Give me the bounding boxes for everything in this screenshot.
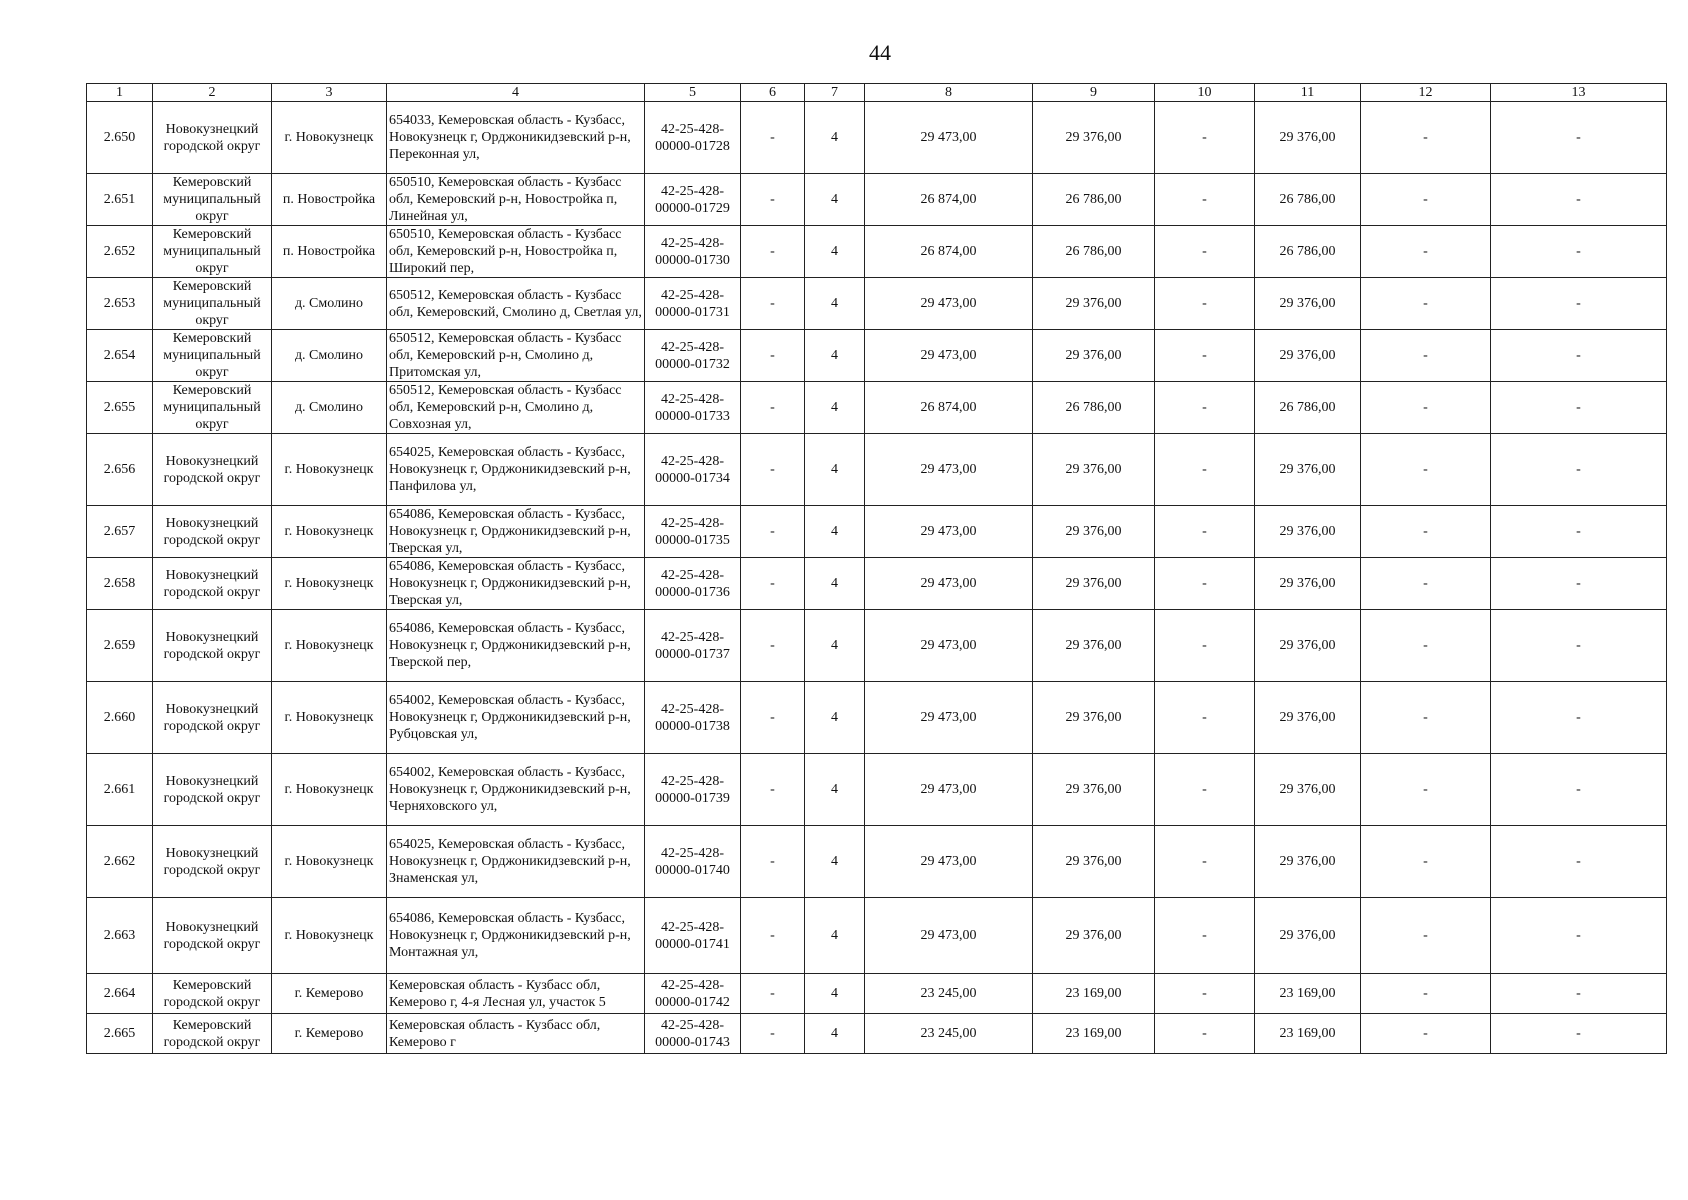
code-cell: 42-25-428-00000-01736 — [645, 558, 741, 610]
address-cell: 654002, Кемеровская область - Кузбасс, Новокузнецк г, Орджоникидзевский р-н, Рубцовская ул, — [387, 682, 645, 754]
settlement-cell: г. Новокузнецк — [272, 558, 387, 610]
col7-cell: 4 — [805, 754, 865, 826]
col13-cell: - — [1491, 506, 1667, 558]
settlement-cell: г. Кемерово — [272, 974, 387, 1014]
page-number: 44 — [869, 40, 891, 65]
price-col9-cell: 23 169,00 — [1033, 1014, 1155, 1054]
row-number-cell: 2.662 — [87, 826, 153, 898]
price-col8-cell: 26 874,00 — [865, 226, 1033, 278]
price-col8-cell: 29 473,00 — [865, 754, 1033, 826]
table-row — [87, 102, 1667, 174]
price-col8-cell: 29 473,00 — [865, 682, 1033, 754]
col7-cell: 4 — [805, 974, 865, 1014]
col12-cell: - — [1361, 682, 1491, 754]
price-col11-cell: 23 169,00 — [1255, 974, 1361, 1014]
row-number-cell: 2.653 — [87, 278, 153, 330]
table-row — [87, 1014, 1667, 1054]
col13-cell: - — [1491, 1014, 1667, 1054]
col10-cell: - — [1155, 610, 1255, 682]
col13-cell: - — [1491, 682, 1667, 754]
col7-cell: 4 — [805, 102, 865, 174]
column-header: 7 — [805, 84, 865, 102]
price-col9-cell: 29 376,00 — [1033, 826, 1155, 898]
price-col8-cell: 29 473,00 — [865, 826, 1033, 898]
address-cell: 650512, Кемеровская область - Кузбасс обл, Кемеровский, Смолино д, Светлая ул, — [387, 278, 645, 330]
col7-cell: 4 — [805, 1014, 865, 1054]
row-number-cell: 2.655 — [87, 382, 153, 434]
price-col8-cell: 29 473,00 — [865, 102, 1033, 174]
price-col9-cell: 29 376,00 — [1033, 558, 1155, 610]
municipality-cell: Кемеровский городской округ — [153, 1014, 272, 1054]
column-header: 3 — [272, 84, 387, 102]
col13-cell: - — [1491, 434, 1667, 506]
registry-table — [86, 83, 1667, 1054]
settlement-cell: г. Новокузнецк — [272, 610, 387, 682]
table-row — [87, 174, 1667, 226]
price-col9-cell: 29 376,00 — [1033, 898, 1155, 974]
col13-cell: - — [1491, 330, 1667, 382]
col6-cell: - — [741, 278, 805, 330]
row-number-cell: 2.659 — [87, 610, 153, 682]
table-row — [87, 682, 1667, 754]
col12-cell: - — [1361, 434, 1491, 506]
table-row — [87, 898, 1667, 974]
price-col11-cell: 29 376,00 — [1255, 102, 1361, 174]
row-number-cell: 2.652 — [87, 226, 153, 278]
row-number-cell: 2.663 — [87, 898, 153, 974]
address-cell: 654025, Кемеровская область - Кузбасс, Новокузнецк г, Орджоникидзевский р-н, Панфилова ул, — [387, 434, 645, 506]
column-header: 9 — [1033, 84, 1155, 102]
column-header: 2 — [153, 84, 272, 102]
col13-cell: - — [1491, 102, 1667, 174]
col10-cell: - — [1155, 278, 1255, 330]
column-header: 10 — [1155, 84, 1255, 102]
col12-cell: - — [1361, 974, 1491, 1014]
settlement-cell: д. Смолино — [272, 382, 387, 434]
address-cell: 654086, Кемеровская область - Кузбасс, Новокузнецк г, Орджоникидзевский р-н, Тверской пер, — [387, 610, 645, 682]
municipality-cell: Кемеровский муниципальный округ — [153, 174, 272, 226]
col13-cell: - — [1491, 974, 1667, 1014]
col6-cell: - — [741, 102, 805, 174]
code-cell: 42-25-428-00000-01730 — [645, 226, 741, 278]
col13-cell: - — [1491, 226, 1667, 278]
table-row — [87, 558, 1667, 610]
price-col11-cell: 26 786,00 — [1255, 226, 1361, 278]
col12-cell: - — [1361, 1014, 1491, 1054]
row-number-cell: 2.657 — [87, 506, 153, 558]
municipality-cell: Новокузнецкий городской округ — [153, 558, 272, 610]
price-col9-cell: 26 786,00 — [1033, 174, 1155, 226]
municipality-cell: Новокузнецкий городской округ — [153, 682, 272, 754]
col6-cell: - — [741, 506, 805, 558]
table-body — [87, 102, 1667, 1054]
code-cell: 42-25-428-00000-01743 — [645, 1014, 741, 1054]
col13-cell: - — [1491, 174, 1667, 226]
code-cell: 42-25-428-00000-01733 — [645, 382, 741, 434]
col6-cell: - — [741, 330, 805, 382]
address-cell: 650512, Кемеровская область - Кузбасс обл, Кемеровский р-н, Смолино д, Совхозная ул, — [387, 382, 645, 434]
row-number-cell: 2.654 — [87, 330, 153, 382]
col6-cell: - — [741, 1014, 805, 1054]
table-row — [87, 974, 1667, 1014]
municipality-cell: Новокузнецкий городской округ — [153, 610, 272, 682]
settlement-cell: д. Смолино — [272, 330, 387, 382]
address-cell: 650510, Кемеровская область - Кузбасс обл, Кемеровский р-н, Новостройка п, Широкий пер, — [387, 226, 645, 278]
row-number-cell: 2.664 — [87, 974, 153, 1014]
code-cell: 42-25-428-00000-01734 — [645, 434, 741, 506]
column-header: 8 — [865, 84, 1033, 102]
price-col8-cell: 29 473,00 — [865, 330, 1033, 382]
settlement-cell: г. Новокузнецк — [272, 826, 387, 898]
col12-cell: - — [1361, 754, 1491, 826]
col10-cell: - — [1155, 226, 1255, 278]
code-cell: 42-25-428-00000-01742 — [645, 974, 741, 1014]
code-cell: 42-25-428-00000-01739 — [645, 754, 741, 826]
col7-cell: 4 — [805, 610, 865, 682]
municipality-cell: Кемеровский муниципальный округ — [153, 382, 272, 434]
col7-cell: 4 — [805, 898, 865, 974]
municipality-cell: Кемеровский городской округ — [153, 974, 272, 1014]
column-header: 4 — [387, 84, 645, 102]
price-col8-cell: 29 473,00 — [865, 898, 1033, 974]
settlement-cell: п. Новостройка — [272, 226, 387, 278]
col12-cell: - — [1361, 826, 1491, 898]
col10-cell: - — [1155, 682, 1255, 754]
price-col8-cell: 29 473,00 — [865, 278, 1033, 330]
table-row — [87, 506, 1667, 558]
code-cell: 42-25-428-00000-01741 — [645, 898, 741, 974]
col7-cell: 4 — [805, 558, 865, 610]
address-cell: 654033, Кемеровская область - Кузбасс, Новокузнецк г, Орджоникидзевский р-н, Переконная ул, — [387, 102, 645, 174]
address-cell: 654086, Кемеровская область - Кузбасс, Новокузнецк г, Орджоникидзевский р-н, Тверская ул, — [387, 558, 645, 610]
table-row — [87, 226, 1667, 278]
col7-cell: 4 — [805, 682, 865, 754]
price-col8-cell: 26 874,00 — [865, 382, 1033, 434]
col6-cell: - — [741, 434, 805, 506]
price-col9-cell: 23 169,00 — [1033, 974, 1155, 1014]
price-col9-cell: 29 376,00 — [1033, 330, 1155, 382]
price-col8-cell: 29 473,00 — [865, 506, 1033, 558]
col7-cell: 4 — [805, 434, 865, 506]
settlement-cell: п. Новостройка — [272, 174, 387, 226]
column-header: 5 — [645, 84, 741, 102]
municipality-cell: Новокузнецкий городской округ — [153, 434, 272, 506]
col12-cell: - — [1361, 226, 1491, 278]
col12-cell: - — [1361, 330, 1491, 382]
address-cell: 650512, Кемеровская область - Кузбасс обл, Кемеровский р-н, Смолино д, Притомская ул, — [387, 330, 645, 382]
settlement-cell: г. Новокузнецк — [272, 754, 387, 826]
col6-cell: - — [741, 382, 805, 434]
col12-cell: - — [1361, 382, 1491, 434]
code-cell: 42-25-428-00000-01728 — [645, 102, 741, 174]
price-col9-cell: 26 786,00 — [1033, 382, 1155, 434]
price-col9-cell: 29 376,00 — [1033, 278, 1155, 330]
col6-cell: - — [741, 826, 805, 898]
price-col11-cell: 29 376,00 — [1255, 558, 1361, 610]
table-row — [87, 754, 1667, 826]
municipality-cell: Новокузнецкий городской округ — [153, 826, 272, 898]
address-cell: 650510, Кемеровская область - Кузбасс обл, Кемеровский р-н, Новостройка п, Линейная ул, — [387, 174, 645, 226]
price-col9-cell: 29 376,00 — [1033, 610, 1155, 682]
row-number-cell: 2.656 — [87, 434, 153, 506]
col6-cell: - — [741, 898, 805, 974]
price-col11-cell: 29 376,00 — [1255, 434, 1361, 506]
price-col8-cell: 29 473,00 — [865, 610, 1033, 682]
col6-cell: - — [741, 174, 805, 226]
col12-cell: - — [1361, 102, 1491, 174]
row-number-cell: 2.658 — [87, 558, 153, 610]
address-cell: 654002, Кемеровская область - Кузбасс, Новокузнецк г, Орджоникидзевский р-н, Черняховского ул, — [387, 754, 645, 826]
col13-cell: - — [1491, 826, 1667, 898]
col13-cell: - — [1491, 898, 1667, 974]
col12-cell: - — [1361, 278, 1491, 330]
col12-cell: - — [1361, 506, 1491, 558]
col10-cell: - — [1155, 506, 1255, 558]
table-row — [87, 826, 1667, 898]
col6-cell: - — [741, 610, 805, 682]
settlement-cell: г. Новокузнецк — [272, 102, 387, 174]
table-row — [87, 382, 1667, 434]
col7-cell: 4 — [805, 278, 865, 330]
municipality-cell: Новокузнецкий городской округ — [153, 506, 272, 558]
col12-cell: - — [1361, 898, 1491, 974]
price-col9-cell: 29 376,00 — [1033, 102, 1155, 174]
settlement-cell: г. Кемерово — [272, 1014, 387, 1054]
col7-cell: 4 — [805, 826, 865, 898]
column-header: 13 — [1491, 84, 1667, 102]
settlement-cell: д. Смолино — [272, 278, 387, 330]
col13-cell: - — [1491, 558, 1667, 610]
table-row — [87, 434, 1667, 506]
municipality-cell: Кемеровский муниципальный округ — [153, 226, 272, 278]
col10-cell: - — [1155, 898, 1255, 974]
code-cell: 42-25-428-00000-01731 — [645, 278, 741, 330]
code-cell: 42-25-428-00000-01735 — [645, 506, 741, 558]
col7-cell: 4 — [805, 382, 865, 434]
price-col11-cell: 29 376,00 — [1255, 754, 1361, 826]
col10-cell: - — [1155, 102, 1255, 174]
row-number-cell: 2.660 — [87, 682, 153, 754]
price-col11-cell: 29 376,00 — [1255, 278, 1361, 330]
address-cell: 654025, Кемеровская область - Кузбасс, Новокузнецк г, Орджоникидзевский р-н, Знаменская ул, — [387, 826, 645, 898]
price-col11-cell: 26 786,00 — [1255, 174, 1361, 226]
col10-cell: - — [1155, 826, 1255, 898]
col12-cell: - — [1361, 610, 1491, 682]
col10-cell: - — [1155, 1014, 1255, 1054]
col6-cell: - — [741, 558, 805, 610]
address-cell: Кемеровская область - Кузбасс обл, Кемерово г — [387, 1014, 645, 1054]
col6-cell: - — [741, 974, 805, 1014]
column-number-row — [87, 84, 1667, 102]
settlement-cell: г. Новокузнецк — [272, 682, 387, 754]
table-row — [87, 610, 1667, 682]
settlement-cell: г. Новокузнецк — [272, 506, 387, 558]
price-col11-cell: 26 786,00 — [1255, 382, 1361, 434]
municipality-cell: Новокузнецкий городской округ — [153, 754, 272, 826]
col10-cell: - — [1155, 754, 1255, 826]
price-col11-cell: 29 376,00 — [1255, 682, 1361, 754]
col10-cell: - — [1155, 434, 1255, 506]
col12-cell: - — [1361, 558, 1491, 610]
code-cell: 42-25-428-00000-01732 — [645, 330, 741, 382]
table-row — [87, 278, 1667, 330]
column-header: 6 — [741, 84, 805, 102]
price-col9-cell: 29 376,00 — [1033, 506, 1155, 558]
col13-cell: - — [1491, 754, 1667, 826]
price-col8-cell: 29 473,00 — [865, 434, 1033, 506]
col10-cell: - — [1155, 558, 1255, 610]
row-number-cell: 2.665 — [87, 1014, 153, 1054]
col10-cell: - — [1155, 382, 1255, 434]
col7-cell: 4 — [805, 330, 865, 382]
column-header: 12 — [1361, 84, 1491, 102]
col13-cell: - — [1491, 382, 1667, 434]
price-col9-cell: 29 376,00 — [1033, 754, 1155, 826]
municipality-cell: Кемеровский муниципальный округ — [153, 330, 272, 382]
col6-cell: - — [741, 682, 805, 754]
price-col8-cell: 29 473,00 — [865, 558, 1033, 610]
price-col9-cell: 29 376,00 — [1033, 434, 1155, 506]
col13-cell: - — [1491, 278, 1667, 330]
price-col11-cell: 23 169,00 — [1255, 1014, 1361, 1054]
price-col11-cell: 29 376,00 — [1255, 330, 1361, 382]
price-col11-cell: 29 376,00 — [1255, 826, 1361, 898]
row-number-cell: 2.651 — [87, 174, 153, 226]
col7-cell: 4 — [805, 174, 865, 226]
table-row — [87, 330, 1667, 382]
settlement-cell: г. Новокузнецк — [272, 898, 387, 974]
col7-cell: 4 — [805, 506, 865, 558]
col13-cell: - — [1491, 610, 1667, 682]
row-number-cell: 2.661 — [87, 754, 153, 826]
price-col11-cell: 29 376,00 — [1255, 610, 1361, 682]
col6-cell: - — [741, 754, 805, 826]
price-col11-cell: 29 376,00 — [1255, 506, 1361, 558]
address-cell: Кемеровская область - Кузбасс обл, Кемерово г, 4-я Лесная ул, участок 5 — [387, 974, 645, 1014]
col10-cell: - — [1155, 974, 1255, 1014]
code-cell: 42-25-428-00000-01729 — [645, 174, 741, 226]
address-cell: 654086, Кемеровская область - Кузбасс, Новокузнецк г, Орджоникидзевский р-н, Монтажная ул, — [387, 898, 645, 974]
address-cell: 654086, Кемеровская область - Кузбасс, Новокузнецк г, Орджоникидзевский р-н, Тверская ул, — [387, 506, 645, 558]
column-header: 1 — [87, 84, 153, 102]
settlement-cell: г. Новокузнецк — [272, 434, 387, 506]
municipality-cell: Новокузнецкий городской округ — [153, 898, 272, 974]
code-cell: 42-25-428-00000-01740 — [645, 826, 741, 898]
price-col11-cell: 29 376,00 — [1255, 898, 1361, 974]
col7-cell: 4 — [805, 226, 865, 278]
col10-cell: - — [1155, 330, 1255, 382]
price-col9-cell: 26 786,00 — [1033, 226, 1155, 278]
row-number-cell: 2.650 — [87, 102, 153, 174]
code-cell: 42-25-428-00000-01737 — [645, 610, 741, 682]
price-col8-cell: 23 245,00 — [865, 974, 1033, 1014]
col10-cell: - — [1155, 174, 1255, 226]
price-col8-cell: 23 245,00 — [865, 1014, 1033, 1054]
price-col9-cell: 29 376,00 — [1033, 682, 1155, 754]
column-header: 11 — [1255, 84, 1361, 102]
municipality-cell: Кемеровский муниципальный округ — [153, 278, 272, 330]
col6-cell: - — [741, 226, 805, 278]
code-cell: 42-25-428-00000-01738 — [645, 682, 741, 754]
table-header — [87, 84, 1667, 102]
col12-cell: - — [1361, 174, 1491, 226]
municipality-cell: Новокузнецкий городской округ — [153, 102, 272, 174]
price-col8-cell: 26 874,00 — [865, 174, 1033, 226]
